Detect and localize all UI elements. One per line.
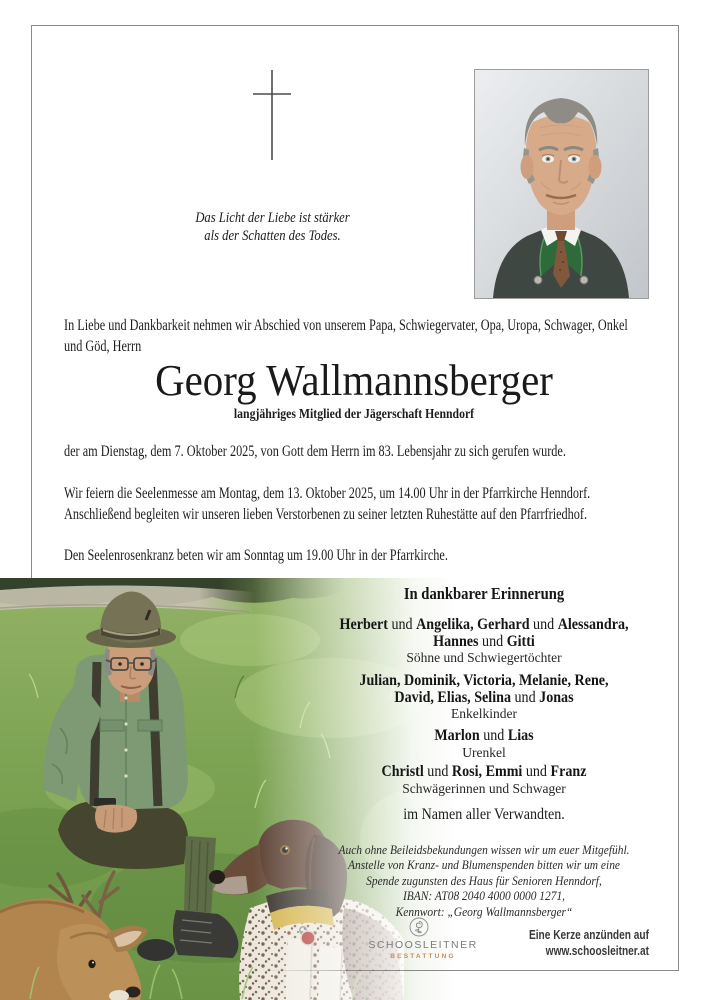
mourners-relation-label: Urenkel xyxy=(462,744,506,760)
mourners-names: Herbert und Angelika, Gerhard und Alessandra, Hannes und Gitti xyxy=(339,616,629,650)
mourners-relation-label: Söhne und Schwiegertöchter xyxy=(406,650,562,665)
deceased-subtitle: langjähriges Mitglied der Jägerschaft Henndorf xyxy=(233,407,475,422)
funeral-home-tagline: BESTATTUNG xyxy=(390,952,456,960)
deceased-name: Georg Wallmannsberger xyxy=(155,356,553,405)
rosary-paragraph: Den Seelenrosenkranz beten wir am Sonntag um 19.00 Uhr in der Pfarrkirche. xyxy=(64,547,448,564)
portrait-photo xyxy=(474,69,649,299)
mourners-group-sons xyxy=(316,617,652,665)
memorial-closing: im Namen aller Verwandten. xyxy=(403,805,565,823)
rose-icon xyxy=(409,917,429,937)
candle-link-text: Eine Kerze anzünden auf www.schoosleitner.at xyxy=(528,927,649,958)
funeral-home-name: SCHOOSLEITNER xyxy=(368,939,478,951)
cross-icon xyxy=(240,62,304,172)
page-title xyxy=(31,357,677,405)
condolence-donation-note: Auch ohne Beileidsbekundungen wissen wir um euer Mitgefühl. Anstelle von Kranz- und Blumenspenden bitten wir um eine Spende zugunsten des Haus für Senioren Henndorf, IBAN: AT08 2040 4000 0000 1271, Kennwort: „Georg Wallmannsberger“ xyxy=(338,841,630,919)
mourners-group-grandchildren xyxy=(316,673,652,721)
memorial-verse: Das Licht der Liebe ist stärker als der Schatten des Todes. xyxy=(195,210,350,244)
mourners-group-great-grandchildren xyxy=(316,728,652,760)
death-date-paragraph: der am Dienstag, dem 7. Oktober 2025, von Gott dem Herrn im 83. Lebensjahr zu sich gerufen wurde. xyxy=(64,443,566,460)
mourners-names: Christl und Rosi, Emmi und Franz xyxy=(381,763,587,780)
mourners-group-in-laws xyxy=(316,764,652,796)
funeral-service-paragraph: Wir feiern die Seelenmesse am Montag, dem 13. Oktober 2025, um 14.00 Uhr in der Pfarrkirche Henndorf. Anschließend begleiten wir unseren lieben Verstorbenen zu seiner letzten Ruhestätte auf den Pfarrfriedhof. xyxy=(64,485,591,523)
memorial-heading: In dankbarer Erinnerung xyxy=(403,584,565,603)
mourners-relation-label: Schwägerinnen und Schwager xyxy=(402,780,566,796)
mourners-names: Marlon und Lias xyxy=(434,727,534,744)
memorial-section xyxy=(316,585,652,919)
mourners-names: Julian, Dominik, Victoria, Melanie, Rene, David, Elias, Selina und Jonas xyxy=(359,672,609,706)
intro-paragraph: In Liebe und Dankbarkeit nehmen wir Abschied von unserem Papa, Schwiegervater, Opa, Uropa, Schwager, Onkel und Göd, Herrn xyxy=(64,317,628,355)
mourners-relation-label: Enkelkinder xyxy=(451,706,517,721)
